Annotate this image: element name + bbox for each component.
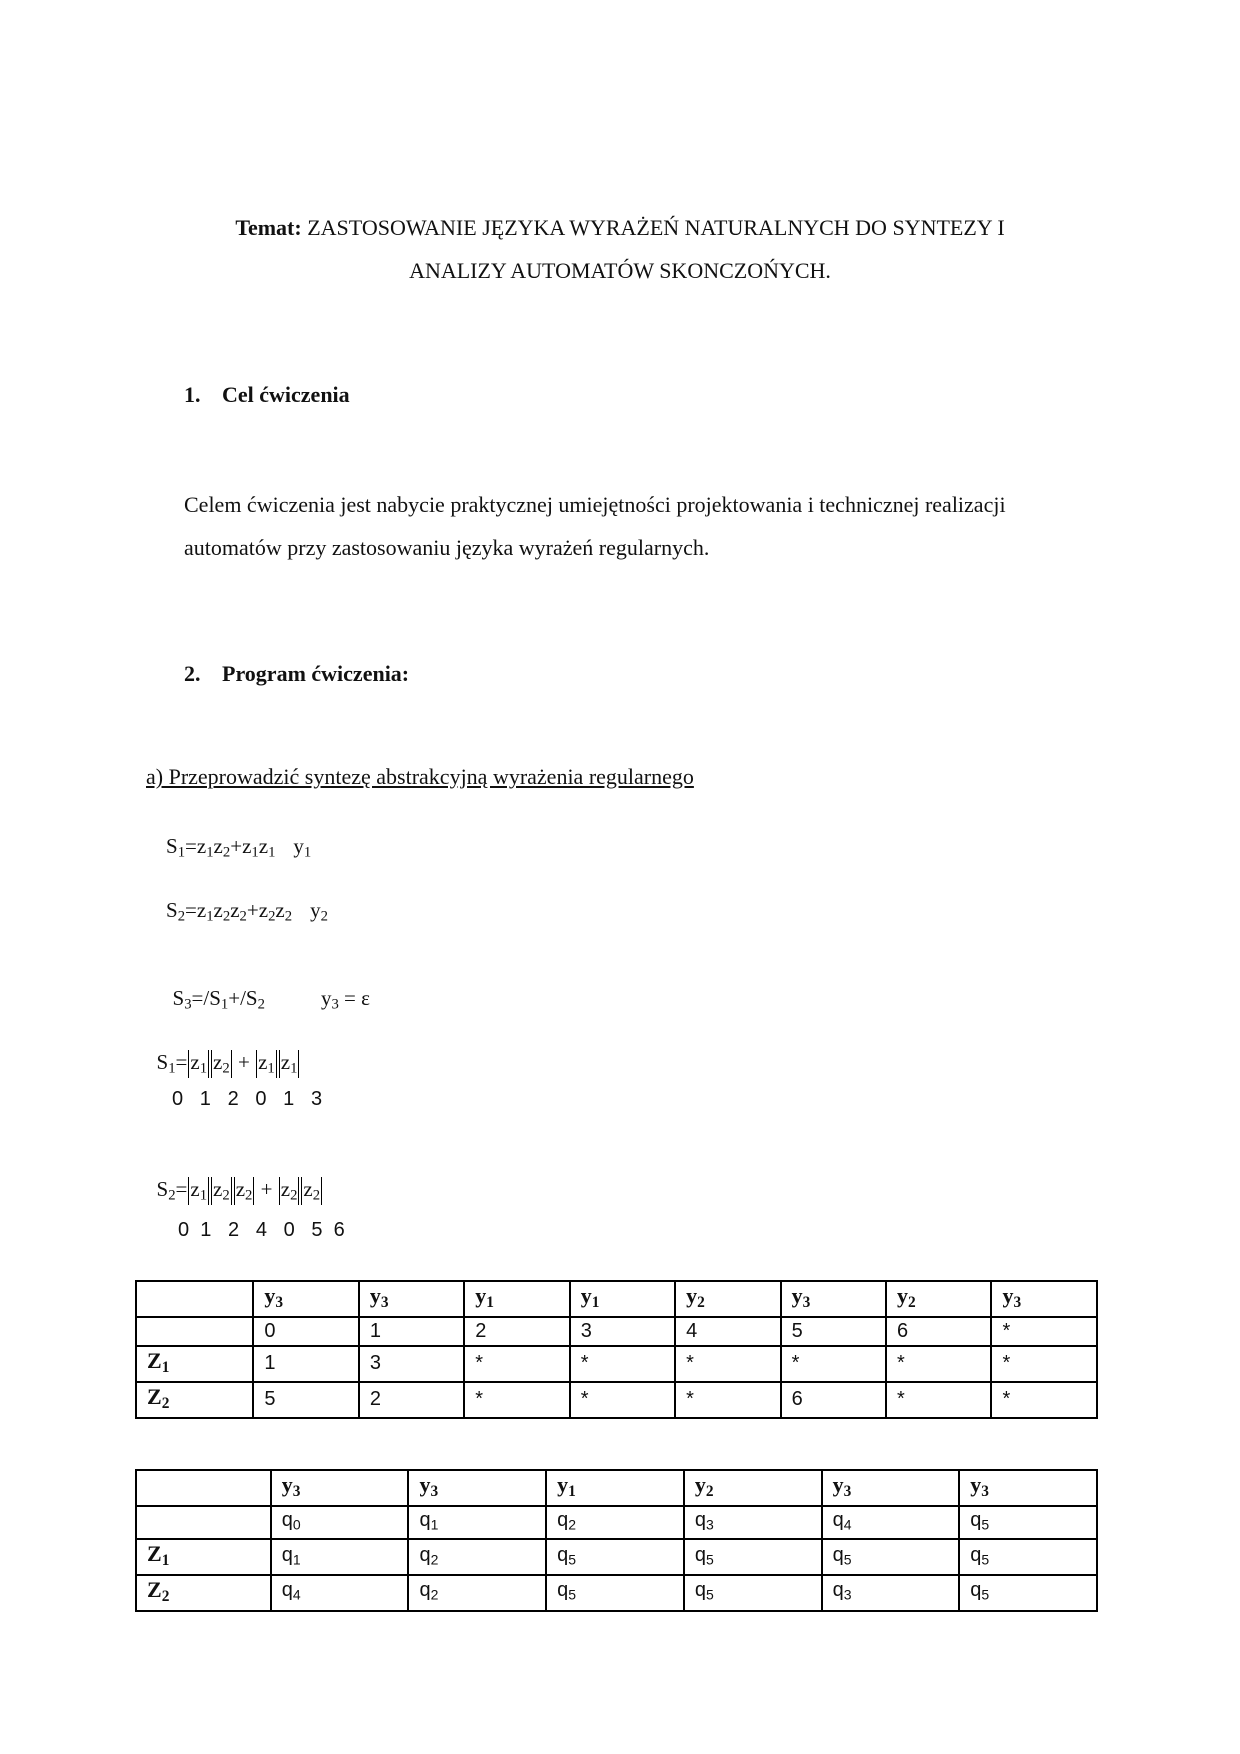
- document-title: [120, 206, 1120, 292]
- table-cell: 1: [253, 1346, 358, 1382]
- eq2-term-2-text: z: [230, 898, 240, 922]
- t2-s4-idx: 4: [843, 1516, 852, 1533]
- t1-r0-text: Z: [147, 1347, 162, 1373]
- eq1-term-3-idx: 1: [251, 844, 259, 861]
- state-cell: 0: [253, 1317, 358, 1346]
- state-table-numbered: [135, 1280, 1098, 1419]
- t2-s1-idx: 1: [430, 1516, 439, 1533]
- t2-h0-text: y: [281, 1472, 293, 1497]
- t2-c0-5-text: q: [970, 1543, 982, 1566]
- t1-r1-text: Z: [147, 1383, 162, 1409]
- t1-h2-idx: 1: [486, 1293, 494, 1311]
- eq1-term-0-idx: 1: [206, 844, 214, 861]
- table-row: [136, 1281, 1097, 1317]
- eq1-term-2-text: +: [230, 834, 243, 858]
- state-cell: 6: [886, 1317, 991, 1346]
- eq2-name: S: [166, 898, 178, 922]
- corner-cell: [136, 1506, 271, 1540]
- t1-h2-text: y: [475, 1283, 487, 1308]
- table-row: [136, 1346, 1097, 1382]
- table-cell: [546, 1575, 684, 1611]
- t1-h4-text: y: [686, 1283, 698, 1308]
- table-cell: *: [570, 1382, 675, 1418]
- eq2-term-4-idx: 2: [268, 908, 276, 925]
- eq1-term-0-text: z: [196, 834, 207, 858]
- header-cell: [546, 1470, 684, 1506]
- corner-cell: [136, 1470, 271, 1506]
- eq2-term-1-idx: 2: [222, 908, 231, 925]
- t1-h7-text: y: [1002, 1283, 1014, 1308]
- t2-c0-3-text: q: [694, 1543, 706, 1566]
- eq3-out-value: = ε: [338, 986, 370, 1010]
- t1-h1-text: y: [369, 1283, 381, 1308]
- eq1-name: S: [166, 834, 178, 858]
- row-label: [136, 1382, 253, 1418]
- t2-r0-text: Z: [147, 1541, 162, 1567]
- t2-s5-text: q: [970, 1508, 982, 1531]
- eq2-term-5-text: z: [275, 898, 285, 922]
- eq2-term-3-text: +: [246, 898, 259, 922]
- marked-s2-digits: 0 1 2 4 0 5 6: [178, 1219, 345, 1241]
- t2-h3-text: y: [694, 1472, 706, 1497]
- eq1-out: y: [293, 834, 304, 858]
- t2-c1-4-text: q: [832, 1579, 844, 1602]
- eq3-part-c: +/S: [228, 986, 258, 1010]
- eq3-out-idx: 3: [331, 996, 339, 1013]
- marked-s1-digits: 0 1 2 0 1 3: [172, 1088, 323, 1110]
- title-label: Temat:: [235, 215, 302, 240]
- header-cell: [781, 1281, 886, 1317]
- table-cell: *: [886, 1346, 991, 1382]
- table-row: [136, 1470, 1097, 1506]
- state-cell: *: [991, 1317, 1097, 1346]
- header-cell: [684, 1470, 822, 1506]
- t2-h2-text: y: [557, 1472, 569, 1497]
- t1-h5-idx: 3: [802, 1293, 811, 1311]
- t2-s2-idx: 2: [568, 1516, 577, 1533]
- t2-r1-idx: 2: [161, 1588, 170, 1606]
- eq1-term-1-idx: 2: [222, 844, 231, 861]
- eq3-s-idx: 3: [184, 996, 192, 1013]
- table-cell: *: [991, 1346, 1097, 1382]
- state-cell: 5: [781, 1317, 886, 1346]
- eq2-eq-sign: =: [185, 898, 197, 922]
- header-cell: [991, 1281, 1097, 1317]
- table-cell: [684, 1575, 822, 1611]
- marked-s1-idx: 1: [168, 1060, 176, 1077]
- t1-h0-idx: 3: [275, 1293, 284, 1311]
- t2-c0-4-text: q: [832, 1543, 844, 1566]
- marked-s2: $S_2= z_1$ $z_2$ $z_2 + z_2$ $z_2$: [156, 1177, 321, 1204]
- t2-h0-idx: 3: [292, 1482, 301, 1500]
- table-cell: 5: [253, 1382, 358, 1418]
- t1-h6-text: y: [897, 1283, 909, 1308]
- marked-s1-label: S: [156, 1050, 169, 1074]
- header-cell: [886, 1281, 991, 1317]
- table-row: [136, 1506, 1097, 1540]
- header-cell: [408, 1470, 546, 1506]
- goal-paragraph: Celem ćwiczenia jest nabycie praktycznej umiejętności projektowania i technicznej realizacji automatów przy zastosowaniu języka wyrażeń regularnych.: [184, 492, 1006, 560]
- title-text-1: ZASTOSOWANIE JĘZYKA WYRAŻEŃ NATURALNYCH DO SYNTEZY I: [301, 215, 1005, 240]
- header-cell: [959, 1470, 1097, 1506]
- eq2-term-0-text: z: [196, 898, 207, 922]
- t2-c1-5-text: q: [970, 1579, 982, 1602]
- corner-cell: [136, 1281, 253, 1317]
- state-cell: 1: [359, 1317, 464, 1346]
- header-cell: [271, 1470, 409, 1506]
- section-1-title: Cel ćwiczenia: [222, 382, 350, 407]
- header-cell: [822, 1470, 960, 1506]
- marked-s2-idx: 2: [168, 1187, 176, 1204]
- eq3-s: S: [172, 986, 185, 1010]
- t2-c1-0-text: q: [281, 1579, 293, 1602]
- state-cell: 2: [464, 1317, 569, 1346]
- t2-h5-text: y: [970, 1472, 982, 1497]
- t2-c0-2-text: q: [557, 1543, 569, 1566]
- state-cell: [408, 1506, 546, 1540]
- t2-c1-1-text: q: [419, 1579, 431, 1602]
- eq1-out-idx: 1: [303, 844, 312, 861]
- section-1-heading: [184, 382, 350, 408]
- table-cell: [408, 1575, 546, 1611]
- section-2-number: 2.: [184, 661, 201, 686]
- equation-s3: [162, 961, 370, 1014]
- section-2-title: Program ćwiczenia:: [222, 661, 410, 686]
- state-cell: [546, 1506, 684, 1540]
- table-row: [136, 1539, 1097, 1575]
- state-cell: 4: [675, 1317, 780, 1346]
- t1-r0-idx: 1: [161, 1358, 170, 1376]
- t2-s1-text: q: [419, 1508, 431, 1531]
- t2-s4-text: q: [832, 1508, 844, 1531]
- table-cell: *: [464, 1382, 569, 1418]
- table-cell: [546, 1539, 684, 1575]
- t2-c1-1-idx: 2: [430, 1586, 439, 1603]
- state-cell: [684, 1506, 822, 1540]
- state-cell: [271, 1506, 409, 1540]
- eq2-term-5-idx: 2: [284, 908, 293, 925]
- t1-h3-idx: 1: [591, 1293, 600, 1311]
- title-line-1: [120, 206, 1120, 249]
- row-label: [136, 1346, 253, 1382]
- t2-r1-text: Z: [147, 1577, 162, 1603]
- t1-h1-idx: 3: [380, 1293, 389, 1311]
- table-cell: [959, 1575, 1097, 1611]
- table-cell: 6: [781, 1382, 886, 1418]
- t2-c0-1-text: q: [419, 1543, 431, 1566]
- table-cell: [684, 1539, 822, 1575]
- t2-c1-2-idx: 5: [568, 1586, 577, 1603]
- header-cell: [675, 1281, 780, 1317]
- eq3-out: y: [320, 986, 332, 1010]
- table-cell: [822, 1575, 960, 1611]
- eq2-term-2-idx: 2: [239, 908, 247, 925]
- t2-s3-text: q: [694, 1508, 706, 1531]
- t2-h1-idx: 3: [430, 1482, 439, 1500]
- eq1-eq-sign: =: [185, 834, 197, 858]
- table-cell: *: [991, 1382, 1097, 1418]
- table-cell: *: [675, 1346, 780, 1382]
- t2-c0-0-idx: 1: [292, 1551, 301, 1568]
- table-row: [136, 1575, 1097, 1611]
- t2-c0-3-idx: 5: [706, 1551, 714, 1568]
- t2-h4-text: y: [832, 1472, 844, 1497]
- state-cell: [822, 1506, 960, 1540]
- state-cell: [959, 1506, 1097, 1540]
- marked-s1: $S_1= z_1$ $z_2 + z_1$ $z_1$: [156, 1050, 298, 1077]
- t2-s0-idx: 0: [292, 1516, 301, 1533]
- table-cell: [271, 1575, 409, 1611]
- t2-s3-idx: 3: [706, 1516, 714, 1533]
- t2-c0-1-idx: 2: [430, 1551, 439, 1568]
- section-2-heading: [184, 661, 409, 687]
- t1-h6-idx: 2: [908, 1293, 916, 1311]
- table-row: [136, 1382, 1097, 1418]
- t2-c0-2-idx: 5: [568, 1551, 577, 1568]
- equation-s2: [166, 898, 328, 926]
- t2-h3-idx: 2: [705, 1482, 714, 1500]
- t2-c0-0-text: q: [281, 1543, 293, 1566]
- title-line-2: ANALIZY AUTOMATÓW SKONCZOŃYCH.: [409, 258, 831, 283]
- table-cell: *: [781, 1346, 886, 1382]
- table-cell: [408, 1539, 546, 1575]
- t1-h7-idx: 3: [1013, 1293, 1022, 1311]
- t2-h2-idx: 1: [568, 1482, 576, 1500]
- t2-s0-text: q: [281, 1508, 293, 1531]
- t2-c1-4-idx: 3: [843, 1586, 852, 1603]
- t2-c1-3-text: q: [694, 1579, 706, 1602]
- state-table-q: [135, 1469, 1098, 1612]
- eq2-term-4-text: z: [258, 898, 269, 922]
- t2-s5-idx: 5: [981, 1516, 990, 1533]
- table-cell: [959, 1539, 1097, 1575]
- eq3-idx-b: 1: [220, 996, 229, 1013]
- header-cell: [359, 1281, 464, 1317]
- task-a-heading: a) Przeprowadzić syntezę abstrakcyjną wyrażenia regularnego: [146, 764, 694, 789]
- header-cell: [464, 1281, 569, 1317]
- t1-h0-text: y: [264, 1283, 276, 1308]
- row-label: [136, 1575, 271, 1611]
- eq1-term-3-text: z: [242, 834, 252, 858]
- table-cell: [822, 1539, 960, 1575]
- t2-c1-5-idx: 5: [981, 1586, 990, 1603]
- eq2-out: y: [310, 898, 321, 922]
- t2-c1-0-idx: 4: [292, 1586, 301, 1603]
- t1-h4-idx: 2: [697, 1293, 705, 1311]
- eq1-term-4-text: z: [258, 834, 269, 858]
- t1-h5-text: y: [791, 1283, 803, 1308]
- eq1-term-4-idx: 1: [268, 844, 276, 861]
- eq3-part-b: =/S: [191, 986, 221, 1010]
- eq3-idx-c: 2: [257, 996, 265, 1013]
- t2-r0-idx: 1: [161, 1552, 170, 1570]
- table-cell: [271, 1539, 409, 1575]
- t2-h1-text: y: [419, 1472, 431, 1497]
- t2-h5-idx: 3: [981, 1482, 989, 1500]
- header-cell: [253, 1281, 358, 1317]
- eq2-term-0-idx: 1: [206, 908, 214, 925]
- marked-s2-label: S: [156, 1177, 169, 1201]
- equation-s1: [166, 834, 311, 862]
- table-cell: 3: [359, 1346, 464, 1382]
- table-cell: *: [886, 1382, 991, 1418]
- table-cell: *: [464, 1346, 569, 1382]
- t2-c0-5-idx: 5: [981, 1551, 990, 1568]
- state-cell: 3: [570, 1317, 675, 1346]
- eq1-term-1-text: z: [213, 834, 223, 858]
- t2-s2-text: q: [557, 1508, 569, 1531]
- t1-r1-idx: 2: [161, 1394, 170, 1412]
- row-label: [136, 1539, 271, 1575]
- table-cell: *: [675, 1382, 780, 1418]
- t1-h3-text: y: [580, 1283, 592, 1308]
- header-cell: [570, 1281, 675, 1317]
- t2-h4-idx: 3: [843, 1482, 852, 1500]
- eq2-term-1-text: z: [213, 898, 223, 922]
- table-cell: *: [570, 1346, 675, 1382]
- eq2-name-idx: 2: [177, 908, 186, 925]
- corner-cell: [136, 1317, 253, 1346]
- section-1-number: 1.: [184, 382, 201, 407]
- t2-c1-2-text: q: [557, 1579, 569, 1602]
- table-cell: 2: [359, 1382, 464, 1418]
- t2-c0-4-idx: 5: [843, 1551, 852, 1568]
- eq1-name-idx: 1: [177, 844, 186, 861]
- eq2-out-idx: 2: [320, 908, 328, 925]
- table-row: [136, 1317, 1097, 1346]
- t2-c1-3-idx: 5: [706, 1586, 714, 1603]
